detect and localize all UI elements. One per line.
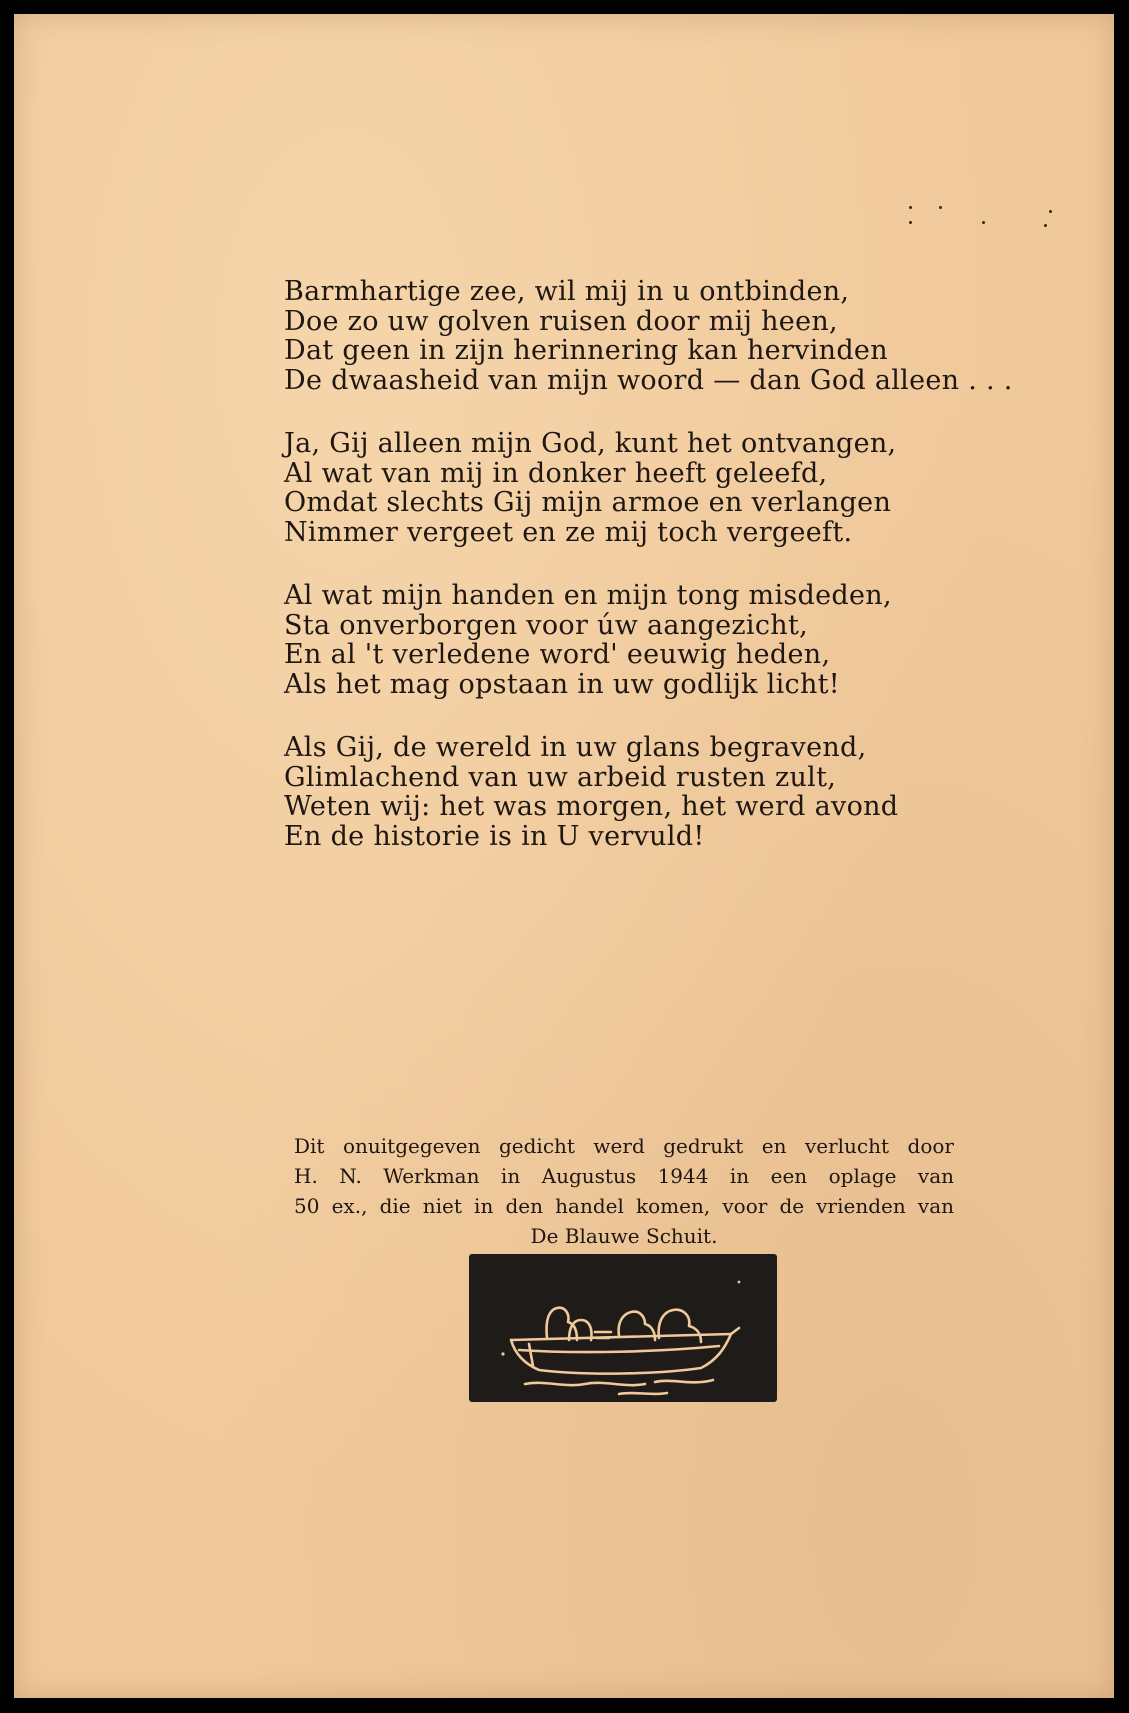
print-speck — [909, 221, 912, 224]
poem-line: De dwaasheid van mijn woord — dan God alleen . . . — [284, 364, 1013, 396]
print-speck — [1044, 224, 1047, 227]
poem-line: Dat geen in zijn herinnering kan hervinden — [284, 335, 888, 366]
poem-line: Omdat slechts Gij mijn armoe en verlangen — [284, 487, 892, 518]
poem-line: Sta onverborgen voor úw aangezicht, — [284, 609, 808, 641]
poem-stanza — [284, 429, 1044, 547]
colophon-line: Dit onuitgegeven gedicht werd gedrukt en verlucht door — [294, 1134, 954, 1158]
boat-with-figures-icon — [469, 1254, 777, 1402]
poem-sheet — [14, 14, 1114, 1698]
poem-line: Als het mag opstaan in uw godlijk licht! — [284, 668, 840, 700]
poem-stanza — [284, 733, 1044, 851]
woodcut-drawing — [469, 1254, 777, 1402]
colophon-line: H. N. Werkman in Augustus 1944 in een oplage van — [294, 1164, 954, 1188]
colophon-line: De Blauwe Schuit. — [530, 1224, 718, 1248]
colophon — [294, 1131, 954, 1251]
poem-line: Glimlachend van uw arbeid rusten zult, — [284, 761, 837, 793]
colophon-line: 50 ex., die niet in den handel komen, voor de vrienden van — [294, 1194, 954, 1218]
print-speck — [982, 221, 985, 224]
poem-line: Ja, Gij alleen mijn God, kunt het ontvangen, — [284, 428, 897, 459]
print-speck — [1049, 210, 1052, 213]
poem-line: En de historie is in U vervuld! — [284, 820, 705, 852]
poem-line: Al wat van mij in donker heeft geleefd, — [284, 457, 828, 489]
poem-line: Weten wij: het was morgen, het werd avond — [284, 791, 899, 822]
poem-line: Al wat mijn handen en mijn tong misdeden, — [284, 580, 892, 611]
poem-stanza — [284, 581, 1044, 699]
poem-stanza — [284, 277, 1044, 395]
poem — [284, 277, 1044, 885]
poem-line: Barmhartige zee, wil mij in u ontbinden, — [284, 276, 850, 307]
poem-line: Als Gij, de wereld in uw glans begravend, — [284, 732, 867, 763]
poem-line: En al 't verledene word' eeuwig heden, — [284, 639, 831, 670]
poem-line: Nimmer vergeet en ze mij toch vergeeft. — [284, 516, 853, 548]
poem-line: Doe zo uw golven ruisen door mij heen, — [284, 305, 838, 337]
print-speck — [909, 206, 912, 209]
print-speck — [939, 206, 942, 209]
